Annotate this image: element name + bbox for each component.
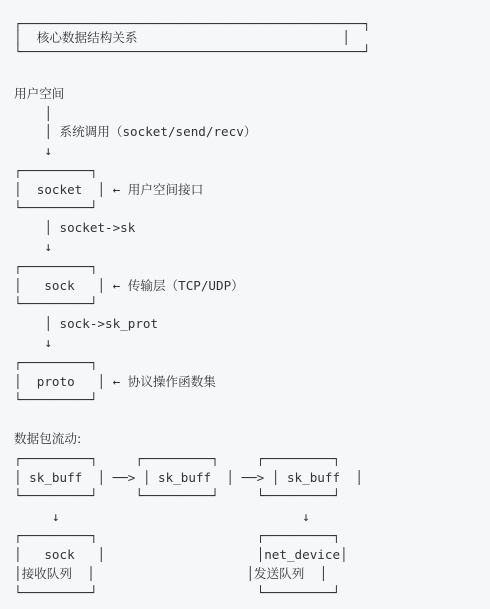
diagram-line-28: ┌─────────┐ ┌─────────┐ bbox=[14, 528, 341, 543]
diagram-line-26: └─────────┘ └─────────┘ └─────────┘ bbox=[14, 488, 341, 503]
diagram-line-8: ↓ bbox=[14, 143, 52, 158]
diagram-line-6: │ bbox=[14, 106, 52, 121]
diagram-line-5: 用户空间 bbox=[14, 86, 65, 101]
diagram-line-2: │ 核心数据结构关系 │ bbox=[14, 30, 350, 45]
diagram-line-7: │ 系统调用（socket/send/recv） bbox=[14, 124, 257, 139]
diagram-line-11: └─────────┘ bbox=[14, 200, 98, 215]
diagram-line-16: └─────────┘ bbox=[14, 296, 98, 311]
diagram-line-25: │ sk_buff │ ──> │ sk_buff │ ──> │ sk_buff │ bbox=[14, 470, 363, 485]
diagram-line-23: 数据包流动: bbox=[14, 431, 82, 446]
diagram-line-10: │ socket │ ← 用户空间接口 bbox=[14, 182, 204, 197]
diagram-line-19: ┌─────────┐ bbox=[14, 355, 98, 370]
diagram-line-15: │ sock │ ← 传输层（TCP/UDP） bbox=[14, 278, 244, 293]
diagram-line-12: │ socket->sk bbox=[14, 220, 136, 235]
diagram-line-9: ┌─────────┐ bbox=[14, 163, 98, 178]
diagram-line-1: ┌─────────────────────────────────────────────┐ bbox=[14, 16, 371, 31]
diagram-line-17: │ sock->sk_prot bbox=[14, 316, 159, 331]
diagram-line-27: ↓ ↓ bbox=[14, 509, 310, 524]
diagram-line-21: └─────────┘ bbox=[14, 392, 98, 407]
diagram-line-24: ┌─────────┐ ┌─────────┐ ┌─────────┐ bbox=[14, 451, 341, 466]
diagram-line-3: └─────────────────────────────────────────────┘ bbox=[14, 44, 371, 59]
diagram-line-29: │ sock │ │net_device│ bbox=[14, 547, 348, 562]
diagram-line-30: │接收队列 │ │发送队列 │ bbox=[14, 566, 328, 581]
diagram-line-18: ↓ bbox=[14, 335, 52, 350]
diagram-line-31: └─────────┘ └─────────┘ bbox=[14, 585, 341, 600]
diagram-line-13: ↓ bbox=[14, 239, 52, 254]
diagram-line-14: ┌─────────┐ bbox=[14, 259, 98, 274]
diagram-line-20: │ proto │ ← 协议操作函数集 bbox=[14, 374, 216, 389]
